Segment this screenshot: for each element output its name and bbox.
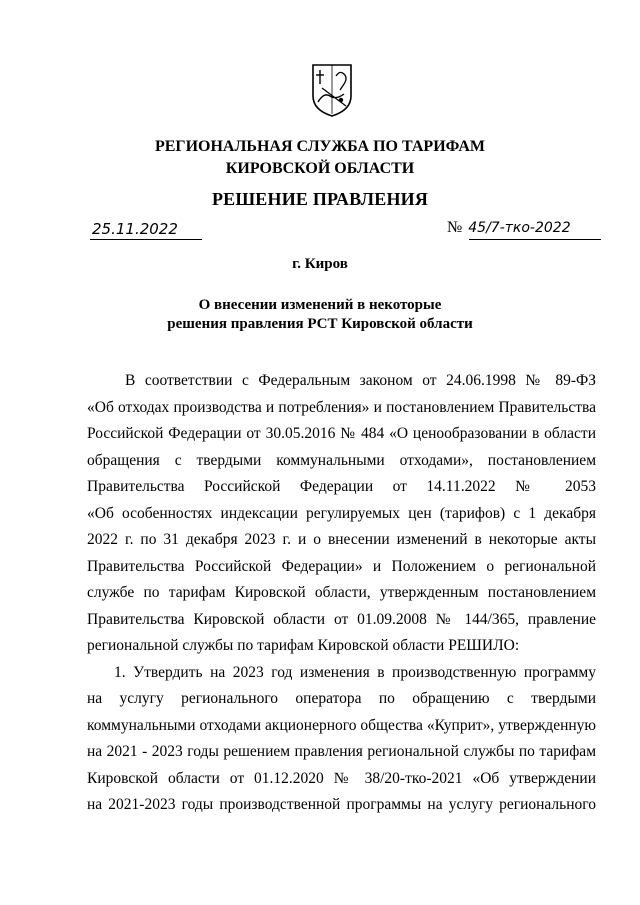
body-line: на услугу регионального оператора по обращению с твердыми [87,690,596,707]
body-line: «Об особенностях индексации регулируемых цен (тарифов) с 1 декабря [87,504,596,522]
organization-name-line1: РЕГИОНАЛЬНАЯ СЛУЖБА ПО ТАРИФАМ [154,138,486,155]
body-line: региональной службы по тарифам Кировской области РЕШИЛО: [87,637,520,654]
number-sign: № [447,219,463,236]
body-line: Кировской области от 01.12.2020 № 38/20-тко-2021 «Об утверждении [87,769,596,787]
city-line: г. Киров [292,256,348,272]
body-line: службе по тарифам Кировской области, утвержденным постановлением [87,584,596,601]
handwritten-number: 45/7-тко-2022 [468,220,571,236]
coat-of-arms-emblem [310,62,354,118]
document-number-field [447,219,601,243]
document-type-title: РЕШЕНИЕ ПРАВЛЕНИЯ [211,189,429,209]
organization-name-line2: КИРОВСКОЙ ОБЛАСТИ [225,160,415,177]
handwritten-date: 25.11.2022 [92,220,178,238]
body-line: на 2021 - 2023 годы решением правления региональной службы по тарифам [87,743,596,760]
body-line: Правительства Российской Федерации» и Положением о региональной [87,557,596,575]
date-underline [90,239,202,240]
document-subject [0,296,640,334]
body-line: Российской Федерации от 30.05.2016 № 484 «О ценообразовании в области [87,425,596,442]
body-line: В соответствии с Федеральным законом от 24.06.1998 № 89-ФЗ [125,372,596,389]
body-line: коммунальными отходами акционерного общества «Куприт», утвержденную [87,716,596,734]
body-line: на 2021-2023 годы производственной программы на услугу регионального [87,796,596,813]
body-line: 1. Утвердить на 2023 год изменения в производственную программу [114,663,596,681]
document-date-field [90,220,202,242]
organization-name [0,136,640,180]
body-line: Правительства Российской Федерации от 14.11.2022 № 2053 [87,478,596,495]
number-underline [469,239,601,240]
subject-line2: решения правления РСТ Кировской области [167,316,473,332]
body-line: Правительства Кировской области от 01.09.2008 № 144/365, правление [87,610,596,628]
body-line: обращения с твердыми коммунальными отходами», постановлением [87,451,596,469]
subject-line1: О внесении изменений в некоторые [198,297,442,313]
body-line: «Об отходах производства и потребления» и постановлением Правительства [87,398,596,416]
body-line: 2022 г. по 31 декабря 2023 г. и о внесении изменений в некоторые акты [87,531,596,548]
